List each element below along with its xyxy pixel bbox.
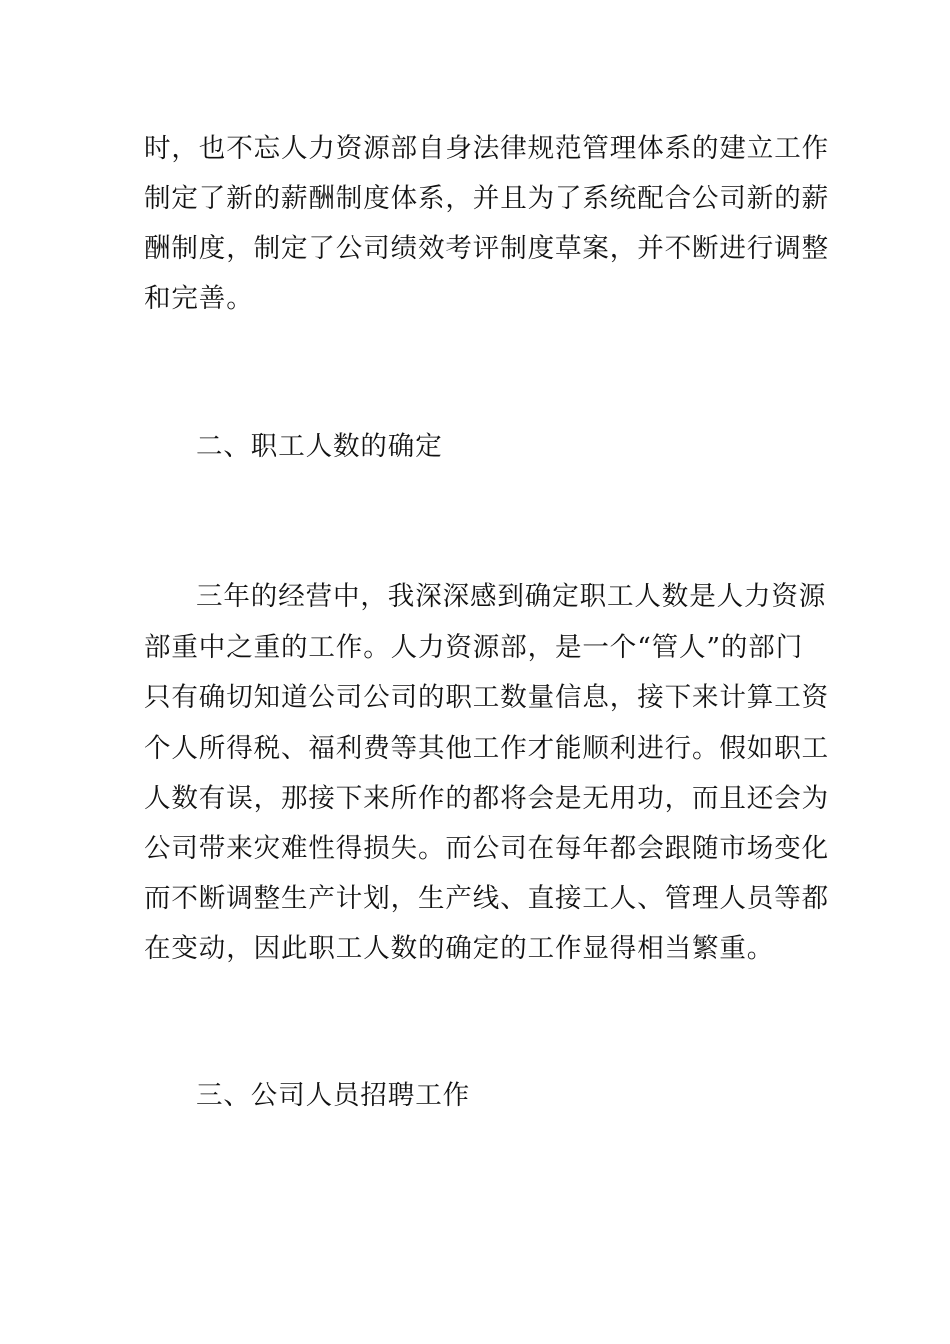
paragraph-line: 只有确切知道公司公司的职工数量信息，接下来计算工资 [144,682,829,713]
paragraph-line: 制定了新的薪酬制度体系，并且为了系统配合公司新的薪 [144,183,829,214]
paragraph-line: 公司带来灾难性得损失。而公司在每年都会跟随市场变化 [144,833,829,864]
section-heading-recruitment: 三、公司人员招聘工作 [196,1080,470,1111]
paragraph-line: 时，也不忘人力资源部自身法律规范管理体系的建立工作 [144,133,829,164]
section-heading-employee-count: 二、职工人数的确定 [196,431,443,462]
paragraph-line: 而不断调整生产计划，生产线、直接工人、管理人员等都 [144,883,829,914]
paragraph-line: 人数有误，那接下来所作的都将会是无用功，而且还会为 [144,783,829,814]
paragraph-line: 酬制度，制定了公司绩效考评制度草案，并不断进行调整 [144,233,829,264]
paragraph-line: 和完善。 [144,283,254,314]
paragraph-line: 三年的经营中，我深深感到确定职工人数是人力资源 [196,581,827,612]
paragraph-line: 部重中之重的工作。人力资源部，是一个“管人”的部门 [144,632,804,663]
paragraph-line: 在变动，因此职工人数的确定的工作显得相当繁重。 [144,933,775,964]
paragraph-line: 个人所得税、福利费等其他工作才能顺利进行。假如职工 [144,733,829,764]
